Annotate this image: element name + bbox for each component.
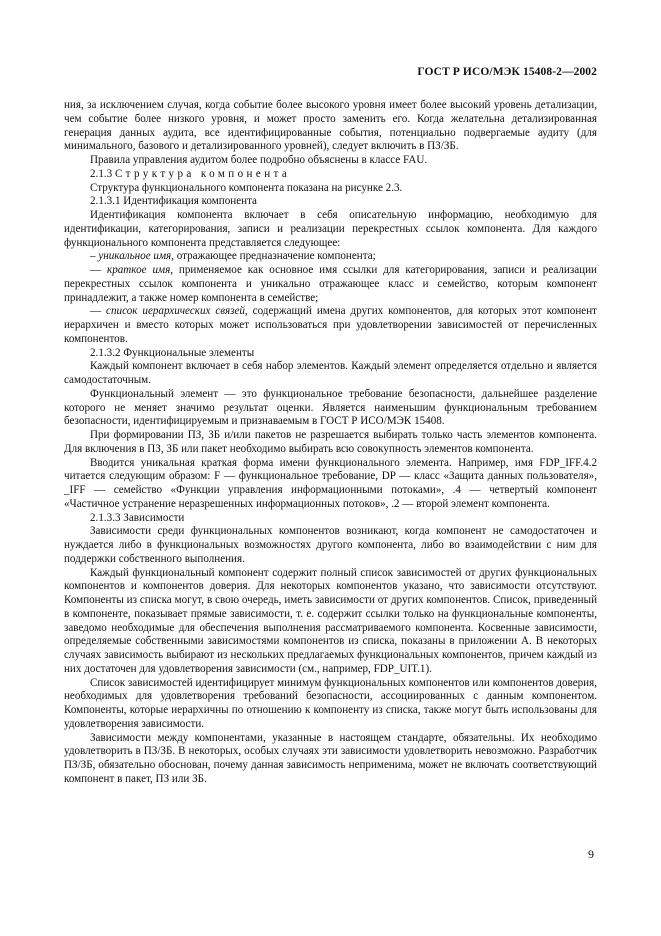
paragraph: Каждый компонент включает в себя набор элементов. Каждый элемент определяется отдельно и является самодостаточным. xyxy=(64,360,597,386)
list-text: , отражающее предназначение компонента; xyxy=(171,250,376,263)
section-number: 2.1.3 xyxy=(90,167,115,180)
paragraph-continuation: ния, за исключением случая, когда событие более высокого уровня имеет более высокий уровень детализации, чем событие более низкого уровня, и может просто заменить его. Когда желательна детализированная генерация данных аудита, все идентифицированные события, потенциально подвергаемые аудиту (для минимального, базового и детализированного уровней), следует включить в ПЗ/ЗБ. xyxy=(64,99,597,153)
list-item xyxy=(64,264,597,305)
paragraph: Правила управления аудитом более подробно объяснены в классе FAU. xyxy=(90,154,428,166)
paragraph: Функциональный элемент — это функциональное требование безопасности, дальнейшее разделение которого не меняет значимо результат оценки. Является наименьшим функциональным требованием безопасности, идентифицируемым и признаваемым в ГОСТ Р ИСО/МЭК 15408. xyxy=(64,387,597,428)
list-text: , содержащий имена других компонентов, для которых этот компонент иерархичен и вместо которых может использоваться при удовлетворении зависимостей от перечисленных компонентов. xyxy=(64,305,597,345)
list-dash: – xyxy=(90,250,99,263)
paragraph: Вводится уникальная краткая форма имени функционального элемента. Например, имя FDP_IFF.4.2 читается следующим образом: F — функциональное требование, DP — класс «Защита данных пользователя», _IFF — семейство «Функции управления информационными потоками», .4 — четвертый компонент «Частичное устранение неразрешенных информационных потоков», .2 — второй элемент компонента. xyxy=(64,456,597,510)
section-heading-2-1-3 xyxy=(64,168,597,182)
list-text: , применяемое как основное имя ссылки для категорирования, записи и реализации перекрестных ссылок компонента и уникально отражающее класс и семейство, которым компонент принадлежит, а также номер компонента в семействе; xyxy=(64,264,597,304)
section-heading-2-1-3-1: 2.1.3.1 Идентификация компонента xyxy=(90,195,257,208)
list-item xyxy=(64,305,597,346)
list-term: уникальное имя xyxy=(98,250,172,263)
paragraph: Список зависимостей идентифицирует минимум функциональных компонентов или компонентов доверия, необходимых для удовлетворения требований безопасности, ассоциированных с данным компонентом. Компоненты, которые иерархичны по отношению к компоненту из списка, также могут быть использованы для удовлетворения зависимости. xyxy=(64,676,597,730)
list-term: краткое имя xyxy=(107,264,171,276)
list-dash: — xyxy=(90,305,107,318)
section-heading-2-1-3-3: 2.1.3.3 Зависимости xyxy=(90,511,185,524)
paragraph: Зависимости между компонентами, указанные в настоящем стандарте, обязательны. Их необходимо удовлетворить в ПЗ/ЗБ. В некоторых, особых случаях эти зависимости удовлетворить невозможно. Разработчик ПЗ/ЗБ, обязательно обоснован, почему данная зависимость неприменима, может не включать соответствующий компонент в пакет, ПЗ или ЗБ. xyxy=(64,731,597,785)
paragraph: Идентификация компонента включает в себя описательную информацию, необходимую для идентификации, категорирования, записи и реализации перекрестных ссылок компонента. Для каждого функционального компонента представляется следующее: xyxy=(64,209,597,249)
paragraph: Каждый функциональный компонент содержит полный список зависимостей от других функциональных компонентов и компонентов доверия. Для некоторых компонентов указано, что зависимости отсутствуют. Компоненты из списка могут, в свою очередь, иметь зависимости от других компонентов. Список, приведенный в компоненте, показывает прямые зависимости, т. е. содержит ссылки только на функциональные компоненты, заведомо необходимые для обеспечения выполнения рассматриваемого компонента. Косвенные зависимости, определяемые собственными зависимостями компонентов из списка, показаны в приложении А. В некоторых случаях зависимость выбирают из нескольких предлагаемых функциональных компонентов, причем каждый из них достаточен для удовлетворения зависимости (см., например, FDP_UIT.1). xyxy=(64,566,597,675)
paragraph: При формировании ПЗ, ЗБ и/или пакетов не разрешается выбирать только часть элементов компонента. Для включения в ПЗ, ЗБ или пакет необходимо выбирать всю совокупность элементов компонента. xyxy=(64,429,597,455)
list-dash: — xyxy=(90,264,108,276)
section-heading-2-1-3-2: 2.1.3.2 Функциональные элементы xyxy=(90,346,255,359)
paragraph: Зависимости среди функциональных компонентов возникают, когда компонент не самодостаточен и нуждается либо в функциональных возможностях другого компонента, либо во взаимодействии с ним для поддержки собственного выполнения. xyxy=(64,525,597,565)
list-term: список иерархических связей xyxy=(106,305,245,318)
paragraph: Структура функционального компонента показана на рисунке 2.3. xyxy=(90,181,403,194)
body-text xyxy=(64,99,597,787)
running-header: ГОСТ Р ИСО/МЭК 15408-2—2002 xyxy=(417,66,597,78)
page-number: 9 xyxy=(588,847,594,861)
list-item xyxy=(64,250,597,264)
section-title: Структура компонента xyxy=(114,167,291,180)
